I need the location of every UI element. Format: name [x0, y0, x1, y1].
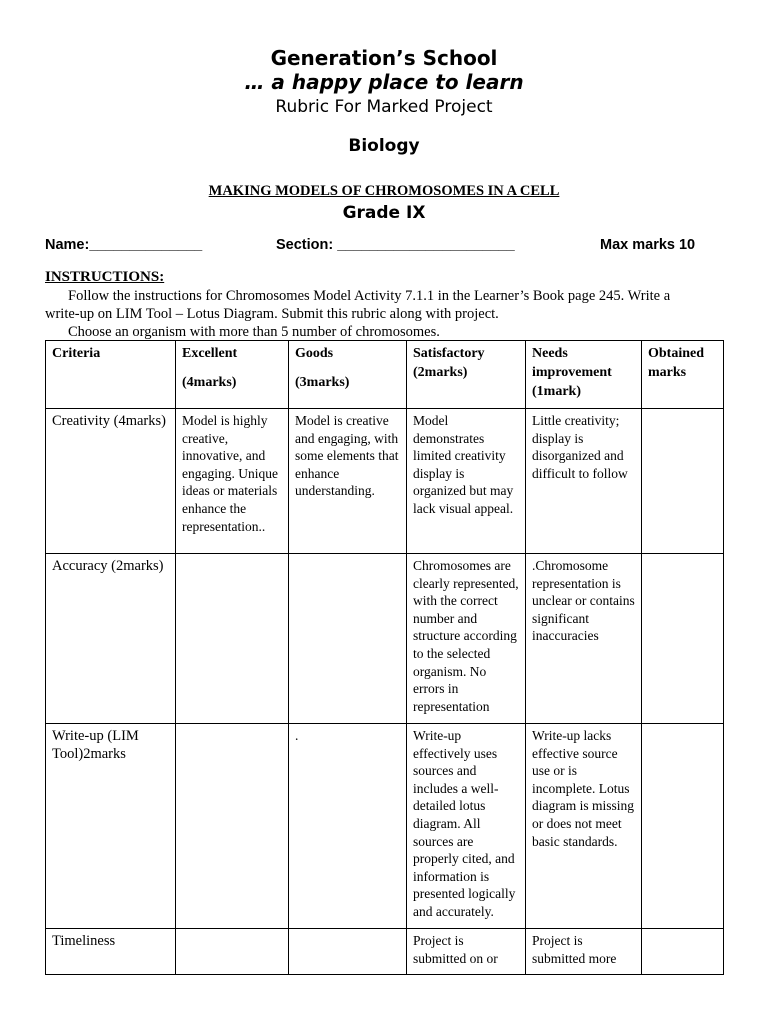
cell-satisfactory: Chromosomes are clearly represented, with the correct number and structure according to the selected organism. No errors in representation: [407, 554, 526, 724]
header-needs-improvement: Needs improvement (1mark): [526, 341, 642, 409]
header-criteria: Criteria: [46, 341, 176, 409]
cell-satisfactory: Project is submitted on or: [407, 929, 526, 975]
cell-goods: [289, 929, 407, 975]
section-field[interactable]: Section: ______________________: [276, 237, 515, 253]
rubric-title: Rubric For Marked Project: [275, 97, 493, 117]
cell-needs-improvement: Project is submitted more: [526, 929, 642, 975]
cell-criteria: Write-up (LIM Tool)2marks: [46, 724, 176, 929]
cell-needs-improvement: Write-up lacks effective source use or is incomplete. Lotus diagram is missing or does not meet basic standards.: [526, 724, 642, 929]
cell-obtained-marks[interactable]: [642, 724, 724, 929]
cell-criteria: Accuracy (2marks): [46, 554, 176, 724]
name-field[interactable]: Name:______________: [45, 237, 203, 253]
cell-needs-improvement: .Chromosome representation is unclear or contains significant inaccuracies: [526, 554, 642, 724]
table-header-row: [46, 341, 724, 409]
cell-excellent: [176, 724, 289, 929]
instruction-line-2: write-up on LIM Tool – Lotus Diagram. Submit this rubric along with project.: [45, 306, 499, 322]
table-row: [46, 409, 724, 554]
header-goods: Goods (3marks): [289, 341, 407, 409]
cell-satisfactory: Model demonstrates limited creativity display is organized but may lack visual appeal.: [407, 409, 526, 554]
header-excellent: Excellent (4marks): [176, 341, 289, 409]
header-obtained-marks: Obtained marks: [642, 341, 724, 409]
rubric-table: [45, 340, 724, 975]
cell-criteria: Creativity (4marks): [46, 409, 176, 554]
grade-title: Grade IX: [342, 203, 426, 223]
cell-goods: [289, 554, 407, 724]
cell-obtained-marks[interactable]: [642, 554, 724, 724]
cell-excellent: [176, 554, 289, 724]
table-row: [46, 554, 724, 724]
instructions-heading: INSTRUCTIONS:: [45, 269, 165, 285]
instruction-line-1: Follow the instructions for Chromosomes Model Activity 7.1.1 in the Learner’s Book page 245. Write a: [68, 288, 671, 304]
activity-title: MAKING MODELS OF CHROMOSOMES IN A CELL: [208, 183, 560, 199]
cell-obtained-marks[interactable]: [642, 409, 724, 554]
subject-title: Biology: [348, 136, 420, 156]
cell-obtained-marks[interactable]: [642, 929, 724, 975]
cell-excellent: [176, 929, 289, 975]
max-marks-label: Max marks 10: [600, 237, 696, 253]
cell-goods: .: [289, 724, 407, 929]
cell-goods: Model is creative and engaging, with some elements that enhance understanding.: [289, 409, 407, 554]
table-row: [46, 724, 724, 929]
instruction-line-3: Choose an organism with more than 5 number of chromosomes.: [68, 324, 440, 340]
cell-excellent: Model is highly creative, innovative, and engaging. Unique ideas or materials enhance the representation..: [176, 409, 289, 554]
header-satisfactory: Satisfactory (2marks): [407, 341, 526, 409]
school-name: Generation’s School: [270, 46, 498, 70]
school-tagline: … a happy place to learn: [244, 70, 524, 94]
table-row: [46, 929, 724, 975]
cell-satisfactory: Write-up effectively uses sources and includes a well-detailed lotus diagram. All sources are properly cited, and information is presented logically and accurately.: [407, 724, 526, 929]
cell-criteria: Timeliness: [46, 929, 176, 975]
cell-needs-improvement: Little creativity; display is disorganized and difficult to follow: [526, 409, 642, 554]
